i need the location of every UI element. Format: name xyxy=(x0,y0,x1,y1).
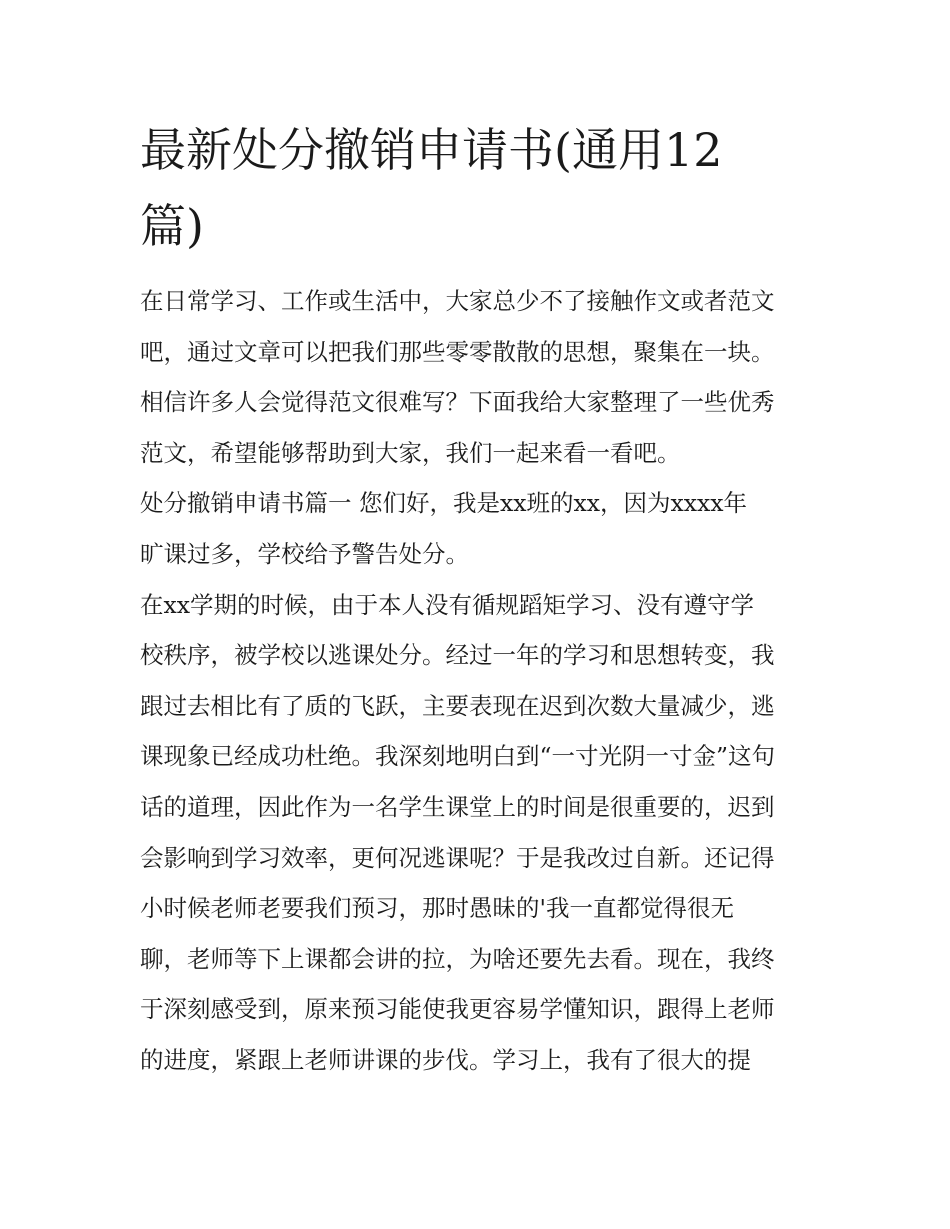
body-line: 课现象已经成功杜绝。我深刻地明白到“一寸光阴一寸金”这句 xyxy=(140,742,776,771)
body-line: 会影响到学习效率，更何况逃课呢？于是我改过自新。还记得 xyxy=(140,843,775,872)
body-line: 处分撤销申请书篇一 您们好，我是xx班的xx，因为xxxx年 xyxy=(140,489,747,518)
body-line: 相信许多人会觉得范文很难写？下面我给大家整理了一些优秀 xyxy=(140,388,775,417)
document-title-line-1: 最新处分撤销申请书(通用12 xyxy=(140,123,723,177)
body-line: 话的道理，因此作为一名学生课堂上的时间是很重要的，迟到 xyxy=(140,792,775,821)
body-line: 聊，老师等下上课都会讲的拉，为啥还要先去看。现在，我终 xyxy=(140,944,775,973)
body-line: 范文，希望能够帮助到大家，我们一起来看一看吧。 xyxy=(140,438,681,467)
body-line: 的进度，紧跟上老师讲课的步伐。学习上，我有了很大的提 xyxy=(140,1045,751,1074)
body-line: 吧，通过文章可以把我们那些零零散散的思想，聚集在一块。 xyxy=(140,337,775,366)
body-line: 在日常学习、工作或生活中，大家总少不了接触作文或者范文 xyxy=(140,287,775,315)
body-line: 校秩序，被学校以逃课处分。经过一年的学习和思想转变，我 xyxy=(140,641,775,670)
body-line: 在xx学期的时候，由于本人没有循规蹈矩学习、没有遵守学 xyxy=(140,590,755,619)
body-line: 跟过去相比有了质的飞跃，主要表现在迟到次数大量减少，逃 xyxy=(140,691,775,720)
document-title xyxy=(140,112,820,264)
document-title-line-2: 篇) xyxy=(140,199,204,253)
body-line: 于深刻感受到，原来预习能使我更容易学懂知识，跟得上老师 xyxy=(140,995,775,1024)
body-line: 旷课过多，学校给予警告处分。 xyxy=(140,539,469,568)
body-line: 小时候老师老要我们预习，那时愚昧的'我一直都觉得很无 xyxy=(140,894,734,923)
document-body xyxy=(140,276,820,1086)
